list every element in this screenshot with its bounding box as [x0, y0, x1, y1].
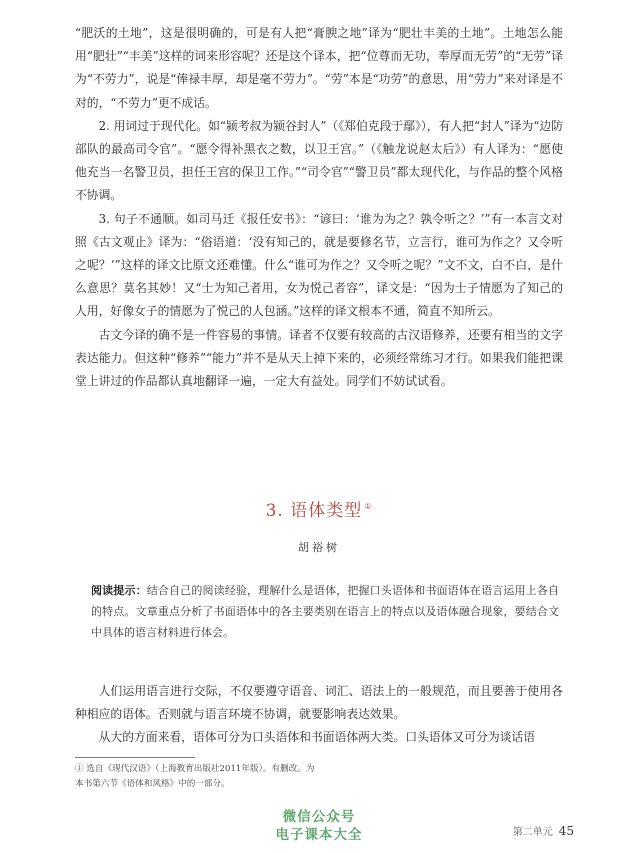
unit-label: 第二单元 [512, 827, 553, 838]
paragraph: 从大的方面来看，语体可分为口头语体和书面语体两大类。口头语体又可分为谈话语 [98, 730, 536, 745]
author-name: 胡裕树 [298, 541, 340, 554]
paragraph: “肥沃的土地”，这是很明确的，可是有人把“膏腴之地”译为“肥壮丰美的土地”。土地怎么能用“肥壮”“丰美”这样的词来形容呢？还是这个译本，把“位尊而无功，奉厚而无劳”的“无劳”译为“不劳力”，说是“俸禄丰厚，却是毫不劳力”。“劳”本是“功劳”的意思，用“劳力”来对译是不对的，“不劳力”更不成话。 [75, 26, 563, 110]
footnote-divider [75, 757, 195, 758]
watermark-line: 微信公众号 [282, 809, 356, 825]
reading-tip-label: 阅读提示： [91, 584, 147, 597]
paragraph: 3. 句子不通顺。如司马迁《报任安书》：“谚曰：‘谁为为之？孰令听之？’”有一本言文对照《古文观止》译为：“俗语道：‘没有知己的，就是要修名节，立言行，谁可为作之？又令听之呢？’”这样的译文比原文还难懂。什么“谁可为作之？又令听之呢？”文不文，白不白，是什么意思？莫名其妙！又“士为知己者用，女为悦己者容”，译文是：“因为士子情愿为了知己的人用，好像女子的情愿为了悦己的人包涵。”这样的译文根本不通，简直不知所云。 [75, 211, 563, 319]
footnote: ① 选自《现代汉语》（上海教育出版社2011年版）。有删改。为本书第六节《语体和风格》中的一部分。 [75, 764, 315, 789]
body-text-bottom [75, 680, 563, 750]
reading-tip [91, 580, 559, 643]
paragraph: 2. 用词过于现代化。如“颍考叔为颍谷封人”（《郑伯克段于鄢》），有人把“封人”译为“边防部队的最高司令官”。“愿令得补黑衣之数，以卫王宫。”（《触龙说赵太后》）有人译为：“愿使他充当一名警卫员，担任王宫的保卫工作。”“司令官”“警卫员”都太现代化，与作品的整个风格不协调。 [75, 118, 563, 203]
body-text-top [75, 22, 563, 393]
page-number: 45 [558, 824, 574, 838]
watermark-line: 电子课本大全 [275, 827, 363, 843]
paragraph: 古文今译的确不是一件容易的事情。译者不仅要有较高的古汉语修养，还要有相当的文字表达能力。但这种“修养”“能力”并不是从天上掉下来的，必须经常练习才行。如果我们能把课堂上讲过的作品都认真地翻译一遍，一定大有益处。同学们不妨试试看。 [75, 327, 563, 389]
paragraph: 人们运用语言进行交际，不仅要遵守语音、词汇、语法上的一般规范，而且要善于使用各种相应的语体。否则就与语言环境不协调，就要影响表达效果。 [75, 684, 563, 722]
section-title [0, 496, 638, 521]
page-footer [513, 823, 574, 838]
reading-tip-text: 结合自己的阅读经验，理解什么是语体，把握口头语体和书面语体在语言运用上各自的特点。文章重点分析了书面语体中的各主要类别在语言上的特点以及语体融合现象，要结合文中具体的语言材料进行体会。 [91, 584, 559, 639]
footnote-marker: ① [364, 502, 373, 512]
section-title-text: 3. 语体类型 [265, 501, 363, 521]
